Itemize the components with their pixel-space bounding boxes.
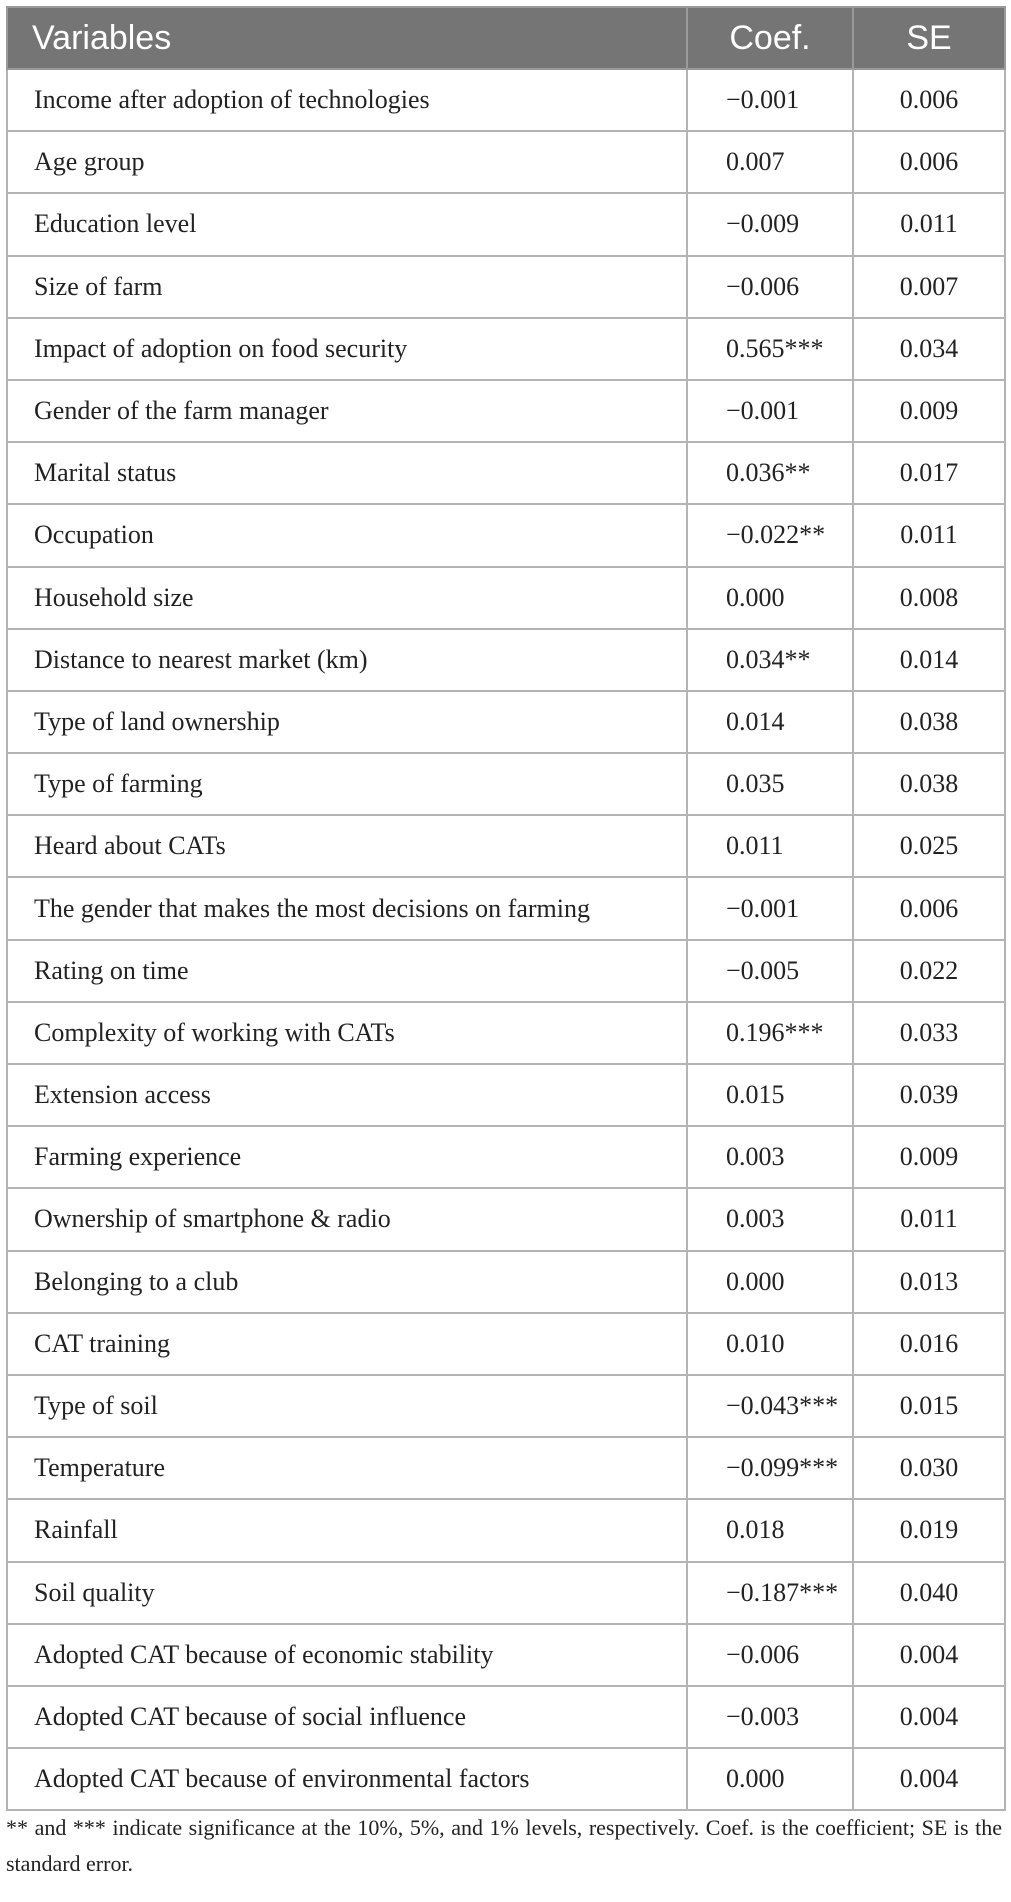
table-footnote: ** and *** indicate significance at the 10%, 5%, and 1% levels, respectively. Coef. is the coefficient; SE is the standard error. [6,1815,1002,1876]
table-row [7,193,1005,255]
se-cell: 0.014 [853,629,1005,691]
variable-cell: Rating on time [7,940,687,1002]
se-cell: 0.008 [853,567,1005,629]
table-body [7,69,1005,1810]
table-row [7,1562,1005,1624]
se-cell: 0.040 [853,1562,1005,1624]
coef-cell: −0.043*** [687,1375,853,1437]
coef-cell: −0.099*** [687,1437,853,1499]
se-cell: 0.006 [853,131,1005,193]
table-row [7,629,1005,691]
variable-cell: Marital status [7,442,687,504]
table-row [7,567,1005,629]
table-row [7,691,1005,753]
variable-cell: Income after adoption of technologies [7,69,687,131]
table-row [7,1126,1005,1188]
variable-cell: Soil quality [7,1562,687,1624]
table-row [7,1748,1005,1810]
regression-table [6,6,1006,1811]
table-row [7,1251,1005,1313]
table-row [7,753,1005,815]
header-coef: Coef. [687,7,853,69]
variable-cell: Distance to nearest market (km) [7,629,687,691]
variable-cell: Heard about CATs [7,815,687,877]
table-row [7,1313,1005,1375]
coef-cell: 0.036** [687,442,853,504]
coef-cell: −0.022** [687,504,853,566]
se-cell: 0.004 [853,1748,1005,1810]
coef-cell: 0.196*** [687,1002,853,1064]
variable-cell: Age group [7,131,687,193]
se-cell: 0.011 [853,504,1005,566]
coef-cell: 0.035 [687,753,853,815]
table-row [7,380,1005,442]
table-row [7,131,1005,193]
table-row [7,1499,1005,1561]
table-row [7,1686,1005,1748]
table-row [7,442,1005,504]
regression-table-container [6,6,1004,1811]
header-se: SE [853,7,1005,69]
se-cell: 0.011 [853,193,1005,255]
table-row [7,815,1005,877]
se-cell: 0.034 [853,318,1005,380]
variable-cell: Impact of adoption on food security [7,318,687,380]
coef-cell: 0.034** [687,629,853,691]
coef-cell: −0.003 [687,1686,853,1748]
se-cell: 0.016 [853,1313,1005,1375]
table-row [7,69,1005,131]
variable-cell: Size of farm [7,256,687,318]
variable-cell: Rainfall [7,1499,687,1561]
se-cell: 0.038 [853,691,1005,753]
coef-cell: −0.006 [687,256,853,318]
variable-cell: Household size [7,567,687,629]
coef-cell: 0.018 [687,1499,853,1561]
variable-cell: Type of land ownership [7,691,687,753]
coef-cell: 0.003 [687,1126,853,1188]
variable-cell: Type of soil [7,1375,687,1437]
variable-cell: Gender of the farm manager [7,380,687,442]
se-cell: 0.006 [853,69,1005,131]
coef-cell: 0.014 [687,691,853,753]
se-cell: 0.033 [853,1002,1005,1064]
coef-cell: 0.003 [687,1188,853,1250]
se-cell: 0.025 [853,815,1005,877]
se-cell: 0.039 [853,1064,1005,1126]
variable-cell: Belonging to a club [7,1251,687,1313]
header-row [7,7,1005,69]
se-cell: 0.009 [853,1126,1005,1188]
coef-cell: 0.000 [687,1748,853,1810]
table-header [7,7,1005,69]
variable-cell: Ownership of smartphone & radio [7,1188,687,1250]
coef-cell: −0.006 [687,1624,853,1686]
table-row [7,877,1005,939]
variable-cell: The gender that makes the most decisions on farming [7,877,687,939]
coef-cell: 0.565*** [687,318,853,380]
se-cell: 0.019 [853,1499,1005,1561]
table-row [7,940,1005,1002]
table-row [7,1375,1005,1437]
variable-cell: Extension access [7,1064,687,1126]
se-cell: 0.017 [853,442,1005,504]
table-row [7,318,1005,380]
variable-cell: Complexity of working with CATs [7,1002,687,1064]
variable-cell: Occupation [7,504,687,566]
variable-cell: Adopted CAT because of social influence [7,1686,687,1748]
se-cell: 0.015 [853,1375,1005,1437]
variable-cell: Farming experience [7,1126,687,1188]
variable-cell: Type of farming [7,753,687,815]
header-variables: Variables [7,7,687,69]
table-row [7,1188,1005,1250]
se-cell: 0.013 [853,1251,1005,1313]
coef-cell: −0.001 [687,877,853,939]
coef-cell: 0.000 [687,1251,853,1313]
se-cell: 0.004 [853,1686,1005,1748]
table-row [7,1437,1005,1499]
coef-cell: 0.011 [687,815,853,877]
coef-cell: 0.000 [687,567,853,629]
se-cell: 0.007 [853,256,1005,318]
se-cell: 0.011 [853,1188,1005,1250]
coef-cell: −0.187*** [687,1562,853,1624]
se-cell: 0.009 [853,380,1005,442]
variable-cell: CAT training [7,1313,687,1375]
se-cell: 0.004 [853,1624,1005,1686]
table-row [7,1002,1005,1064]
se-cell: 0.030 [853,1437,1005,1499]
coef-cell: −0.005 [687,940,853,1002]
coef-cell: −0.009 [687,193,853,255]
coef-cell: 0.015 [687,1064,853,1126]
table-row [7,1064,1005,1126]
coef-cell: −0.001 [687,69,853,131]
coef-cell: 0.007 [687,131,853,193]
variable-cell: Adopted CAT because of environmental factors [7,1748,687,1810]
table-row [7,256,1005,318]
variable-cell: Adopted CAT because of economic stability [7,1624,687,1686]
se-cell: 0.006 [853,877,1005,939]
table-row [7,1624,1005,1686]
coef-cell: −0.001 [687,380,853,442]
se-cell: 0.038 [853,753,1005,815]
se-cell: 0.022 [853,940,1005,1002]
coef-cell: 0.010 [687,1313,853,1375]
table-row [7,504,1005,566]
variable-cell: Temperature [7,1437,687,1499]
variable-cell: Education level [7,193,687,255]
